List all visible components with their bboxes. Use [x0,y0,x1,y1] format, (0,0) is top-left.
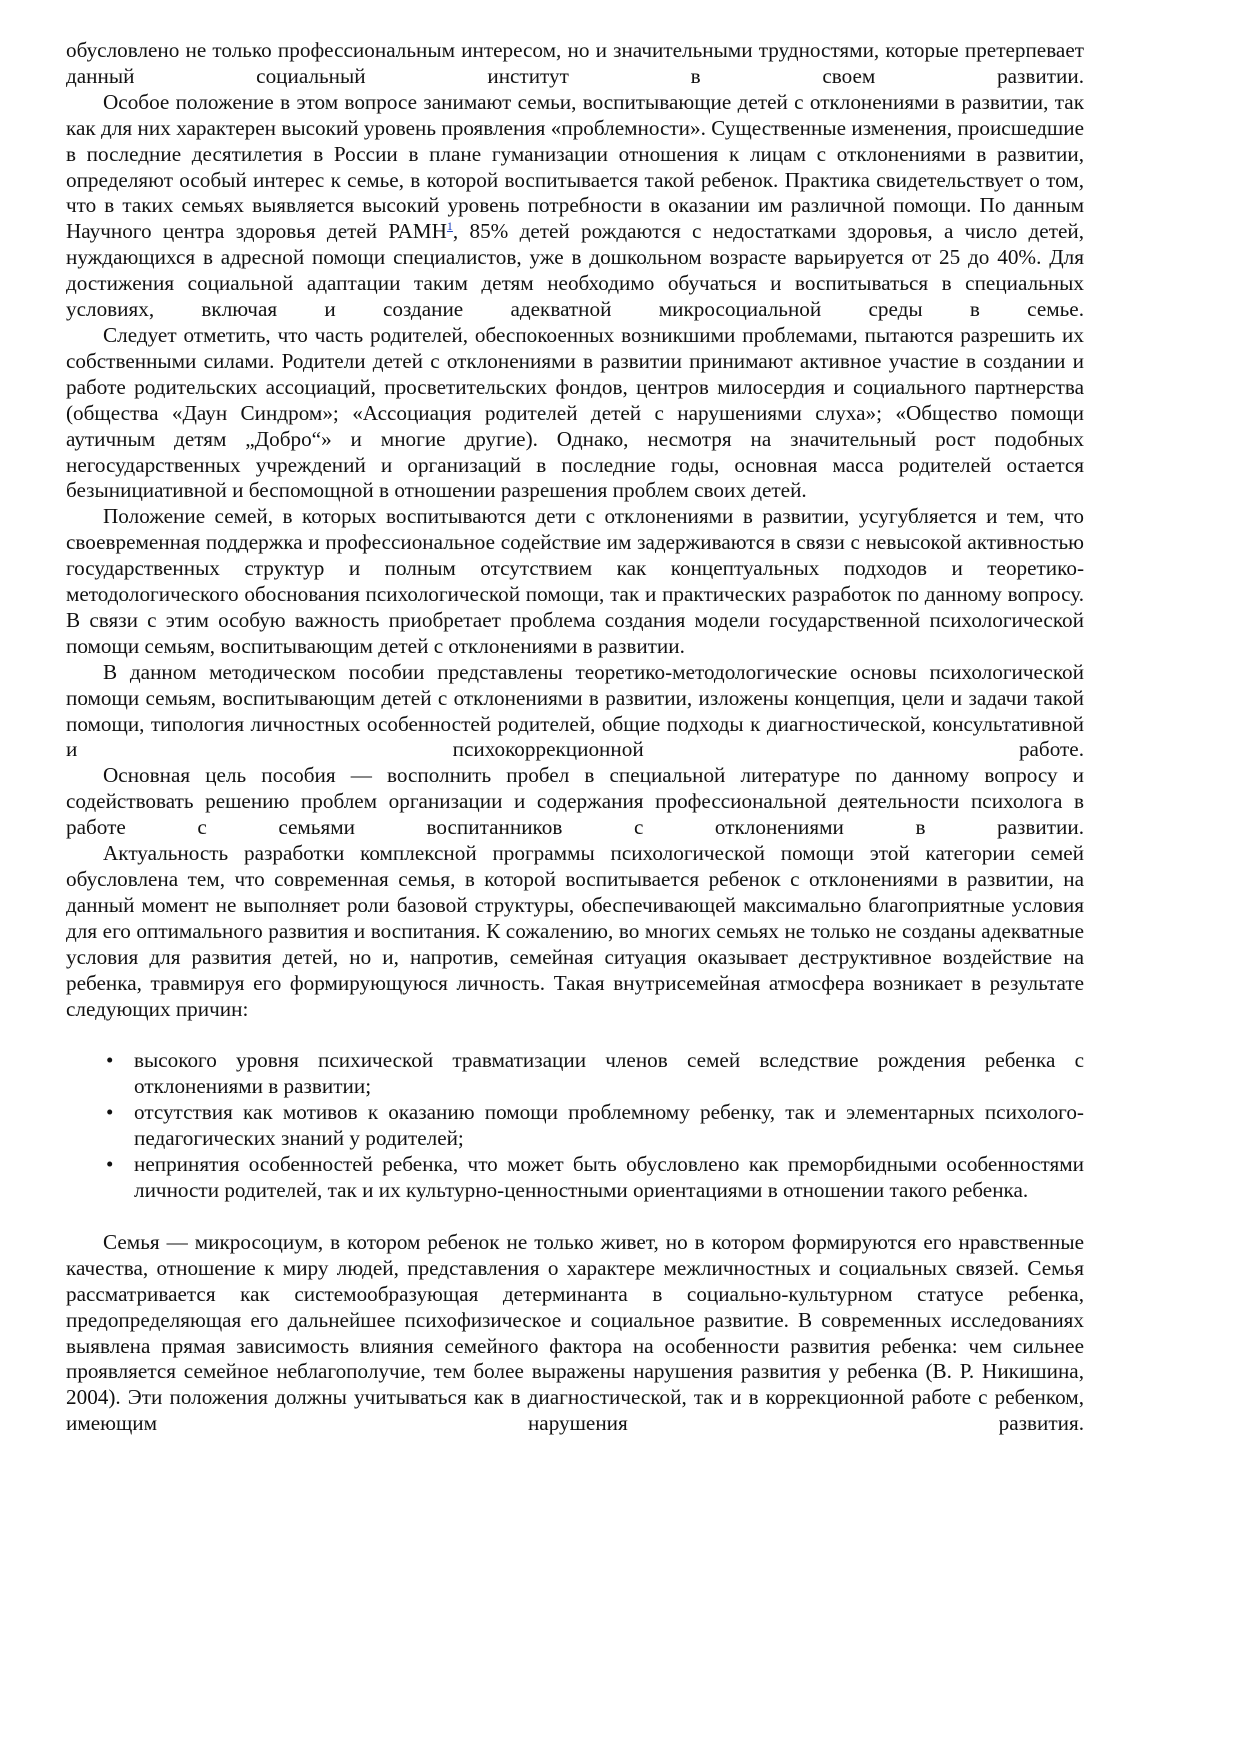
list-item [66,1152,1084,1204]
paragraph-main-goal: Основная цель пособия — восполнить пробел в специальной литературе по данному вопросу и содействовать решению проблем организации и содержания профессиональной деятельности психолога в работе с семьями воспитанников с отклонениями в развитии. [66,763,1084,840]
list-item-text: высокого уровня психической травматизации членов семей вследствие рождения ребенка с отклонениями в развитии; [134,1048,1084,1099]
list-item [66,1048,1084,1100]
paragraph-state-support: Положение семей, в которых воспитываются дети с отклонениями в развитии, усугубляется и тем, что своевременная поддержка и профессиональное содействие им задерживаются в связи с невысокой активностью государственных структур и полным отсутствием как концептуальных подходов и теоретико-методологического обоснования психологической помощи, так и практических разработок по данному вопросу. В связи с этим особую важность приобретает проблема создания модели государственной психологической помощи семьям, воспитывающим детей с отклонениями в развитии. [66,504,1084,658]
paragraph-continuation: обусловлено не только профессиональным интересом, но и значительными трудностями, которые претерпевает данный социальный институт в своем развитии. [66,38,1084,88]
paragraph-text-before-footnote: Особое положение в этом вопросе занимают семьи, воспитывающие детей с отклонениями в развитии, так как для них характерен высокий уровень проявления «проблемности». Существенные изменения, происшедшие в последние десятилетия в России в плане гуманизации отношения к лицам с отклонениями в развитии, определяют особый интерес к семье, в которой воспитывается такой ребенок. Практика свидетельствует о том, что в таких семьях выявляется высокий уровень потребности в оказании им различной помощи. По данным Научного центра здоровья детей РАМН [66,89,1084,244]
document-page [66,38,1084,1437]
bullet-icon: • [106,1100,114,1125]
list-item-text: непринятия особенностей ребенка, что может быть обусловлено как преморбидными особенностями личности родителей, так и их культурно-ценностными ориентациями в отношении такого ребенка. [134,1152,1084,1202]
bullet-icon: • [106,1048,114,1073]
footnote-link[interactable]: 1 [446,219,453,234]
paragraph-text-after-footnote: , 85% детей рождаются с недостатками здоровья, а число детей, нуждающихся в адресной помощи специалистов, уже в дошкольном возрасте варьируется от 25 до 40%. Для достижения социальной адаптации таким детям необходимо обучаться и воспитываться в специальных условиях, включая и создание адекватной микросоциальной среды в семье. [66,219,1084,322]
list-item-text: отсутствия как мотивов к оказанию помощи проблемному ребенку, так и элементарных психолого-педагогических знаний у родителей; [134,1100,1084,1151]
paragraph-family-microsocium: Семья — микросоциум, в котором ребенок не только живет, но в котором формируются его нравственные качества, отношение к миру людей, представления о характере межличностных и социальных связей. Семья рассматривается как системообразующая детерминанта в социально-культурном статусе ребенка, предопределяющая его дальнейшее психофизическое и социальное развитие. В современных исследованиях выявлена прямая зависимость влияния семейного фактора на особенности развития ребенка: чем сильнее проявляется семейное неблагополучие, тем более выражены нарушения развития у ребенка (В. Р. Никишина, 2004). Эти положения должны учитываться как в диагностической, так и в коррекционной работе с ребенком, имеющим нарушения развития. [66,1229,1084,1436]
paragraph-relevance: Актуальность разработки комплексной программы психологической помощи этой категории семей обусловлена тем, что современная семья, в которой воспитывается ребенок с отклонениями в развитии, на данный момент не выполняет роли базовой структуры, обеспечивающей максимально благоприятные условия для его оптимального развития и воспитания. К сожалению, во многих семьях не только не созданы адекватные условия для развития детей, но и, напротив, семейная ситуация оказывает деструктивное воздействие на ребенка, травмируя его формирующуюся личность. Такая внутрисемейная атмосфера возникает в результате следующих причин: [66,841,1084,1021]
reasons-list [66,1048,1084,1203]
paragraph-manual-contents: В данном методическом пособии представлены теоретико-методологические основы психологической помощи семьям, воспитывающим детей с отклонениями в развитии, изложены концепция, цели и задачи такой помощи, типология личностных особенностей родителей, общие подходы к диагностической, консультативной и психокоррекционной работе. [66,659,1084,762]
list-item [66,1100,1084,1152]
bullet-icon: • [106,1152,114,1177]
paragraph-families-special-position [66,90,1084,323]
paragraph-parents-associations: Следует отметить, что часть родителей, обеспокоенных возникшими проблемами, пытаются разрешить их собственными силами. Родители детей с отклонениями в развитии принимают активное участие в создании и работе родительских ассоциаций, просветительских фондов, центров милосердия и социального партнерства (общества «Даун Синдром»; «Ассоциация родителей детей с нарушениями слуха»; «Общество помощи аутичным детям „Добро“» и многие другие). Однако, несмотря на значительный рост подобных негосударственных учреждений и организаций в последние годы, основная масса родителей остается безынициативной и беспомощной в отношении разрешения проблем своих детей. [66,322,1084,503]
